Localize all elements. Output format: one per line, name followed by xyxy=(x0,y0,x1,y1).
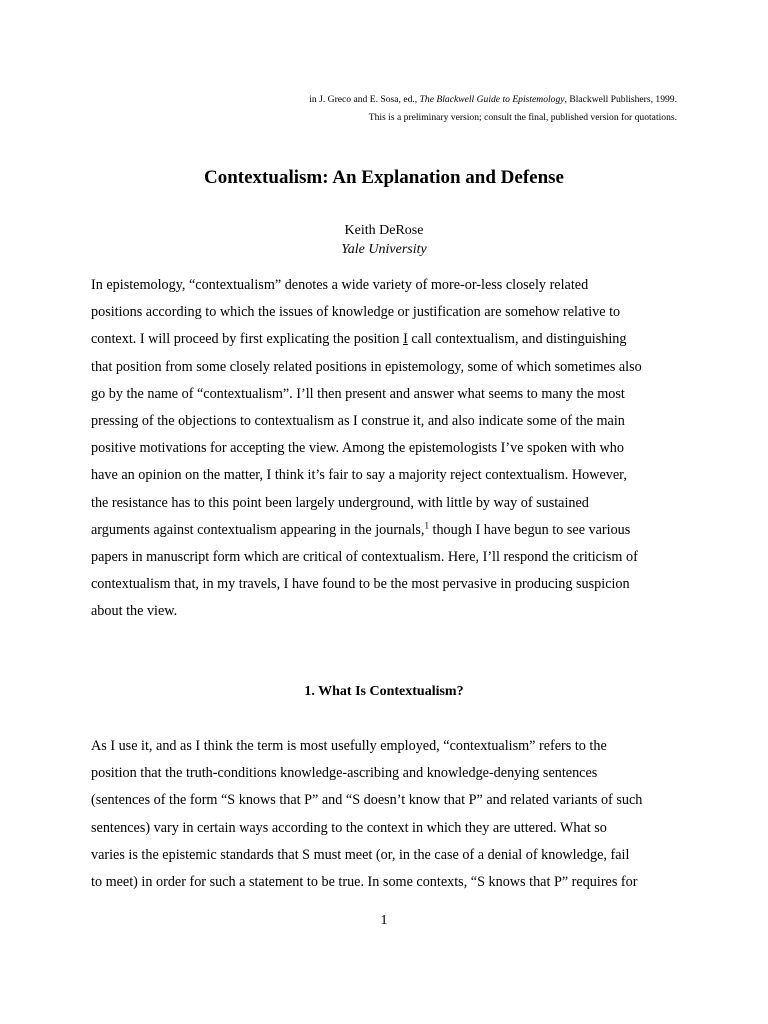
text-line: the resistance has to this point been largely underground, with little by way of sustained xyxy=(91,494,589,511)
text-segment: arguments against contextualism appearing in the journals, xyxy=(91,521,425,538)
text-line: to meet) in order for such a statement to be true. In some contexts, “S knows that P” requires for xyxy=(91,874,638,891)
text-line: that position from some closely related positions in epistemology, some of which sometimes also xyxy=(91,358,642,375)
text-line: (sentences of the form “S knows that P” and “S doesn’t know that P” and related variants of such xyxy=(91,792,643,809)
text-line xyxy=(91,517,691,544)
author-affiliation: Yale University xyxy=(341,242,427,257)
text-line: In epistemology, “contextualism” denotes a wide variety of more-or-less closely related xyxy=(91,277,589,293)
author-name: Keith DeRose xyxy=(344,223,424,238)
text-line: sentences) vary in certain ways according to the context in which they are uttered. What so xyxy=(91,819,607,836)
citation-book-title: The Blackwell Guide to Epistemology xyxy=(419,94,565,105)
text-segment: call contextualism, and distinguishing xyxy=(407,331,627,348)
text-line: varies is the epistemic standards that S must meet (or, in the case of a denial of knowledge, fail xyxy=(91,846,630,863)
text-line xyxy=(91,326,691,353)
text-line: positive motivations for accepting the view. Among the epistemologists I’ve spoken with who xyxy=(91,440,624,457)
section-paragraph xyxy=(91,733,691,896)
page-number: 1 xyxy=(380,913,388,928)
text-line: contextualism that, in my travels, I have found to be the most pervasive in producing suspicion xyxy=(91,576,630,593)
citation-prefix: in J. Greco and E. Sosa, ed., xyxy=(309,94,418,105)
text-line: positions according to which the issues of knowledge or justification are somehow relative to xyxy=(91,304,621,321)
citation-note xyxy=(309,94,677,106)
text-segment: though I have begun to see various xyxy=(428,521,631,538)
text-line: As I use it, and as I think the term is most usefully employed, “contextualism” refers to the xyxy=(91,738,607,754)
section-heading: 1. What Is Contextualism? xyxy=(304,684,464,699)
text-line: about the view. xyxy=(91,603,178,620)
footnote-marker: 1 xyxy=(424,520,429,531)
text-segment: context. I will proceed by first explicating the position xyxy=(91,331,404,348)
text-line: pressing of the objections to contextualism as I construe it, and also indicate some of the main xyxy=(91,413,625,430)
intro-paragraph xyxy=(91,272,691,626)
paper-title: Contextualism: An Explanation and Defense xyxy=(204,167,564,188)
preliminary-version-note: This is a preliminary version; consult the final, published version for quotations. xyxy=(368,112,677,123)
text-line: papers in manuscript form which are critical of contextualism. Here, I’ll respond the criticism of xyxy=(91,549,638,566)
text-line: position that the truth-conditions knowledge-ascribing and knowledge-denying sentences xyxy=(91,765,598,782)
underlined-word: I xyxy=(403,331,408,348)
text-line: go by the name of “contextualism”. I’ll then present and answer what seems to many the most xyxy=(91,385,625,402)
text-line: have an opinion on the matter, I think it’s fair to say a majority reject contextualism. However, xyxy=(91,467,627,484)
citation-publisher: , Blackwell Publishers, 1999. xyxy=(564,94,677,105)
